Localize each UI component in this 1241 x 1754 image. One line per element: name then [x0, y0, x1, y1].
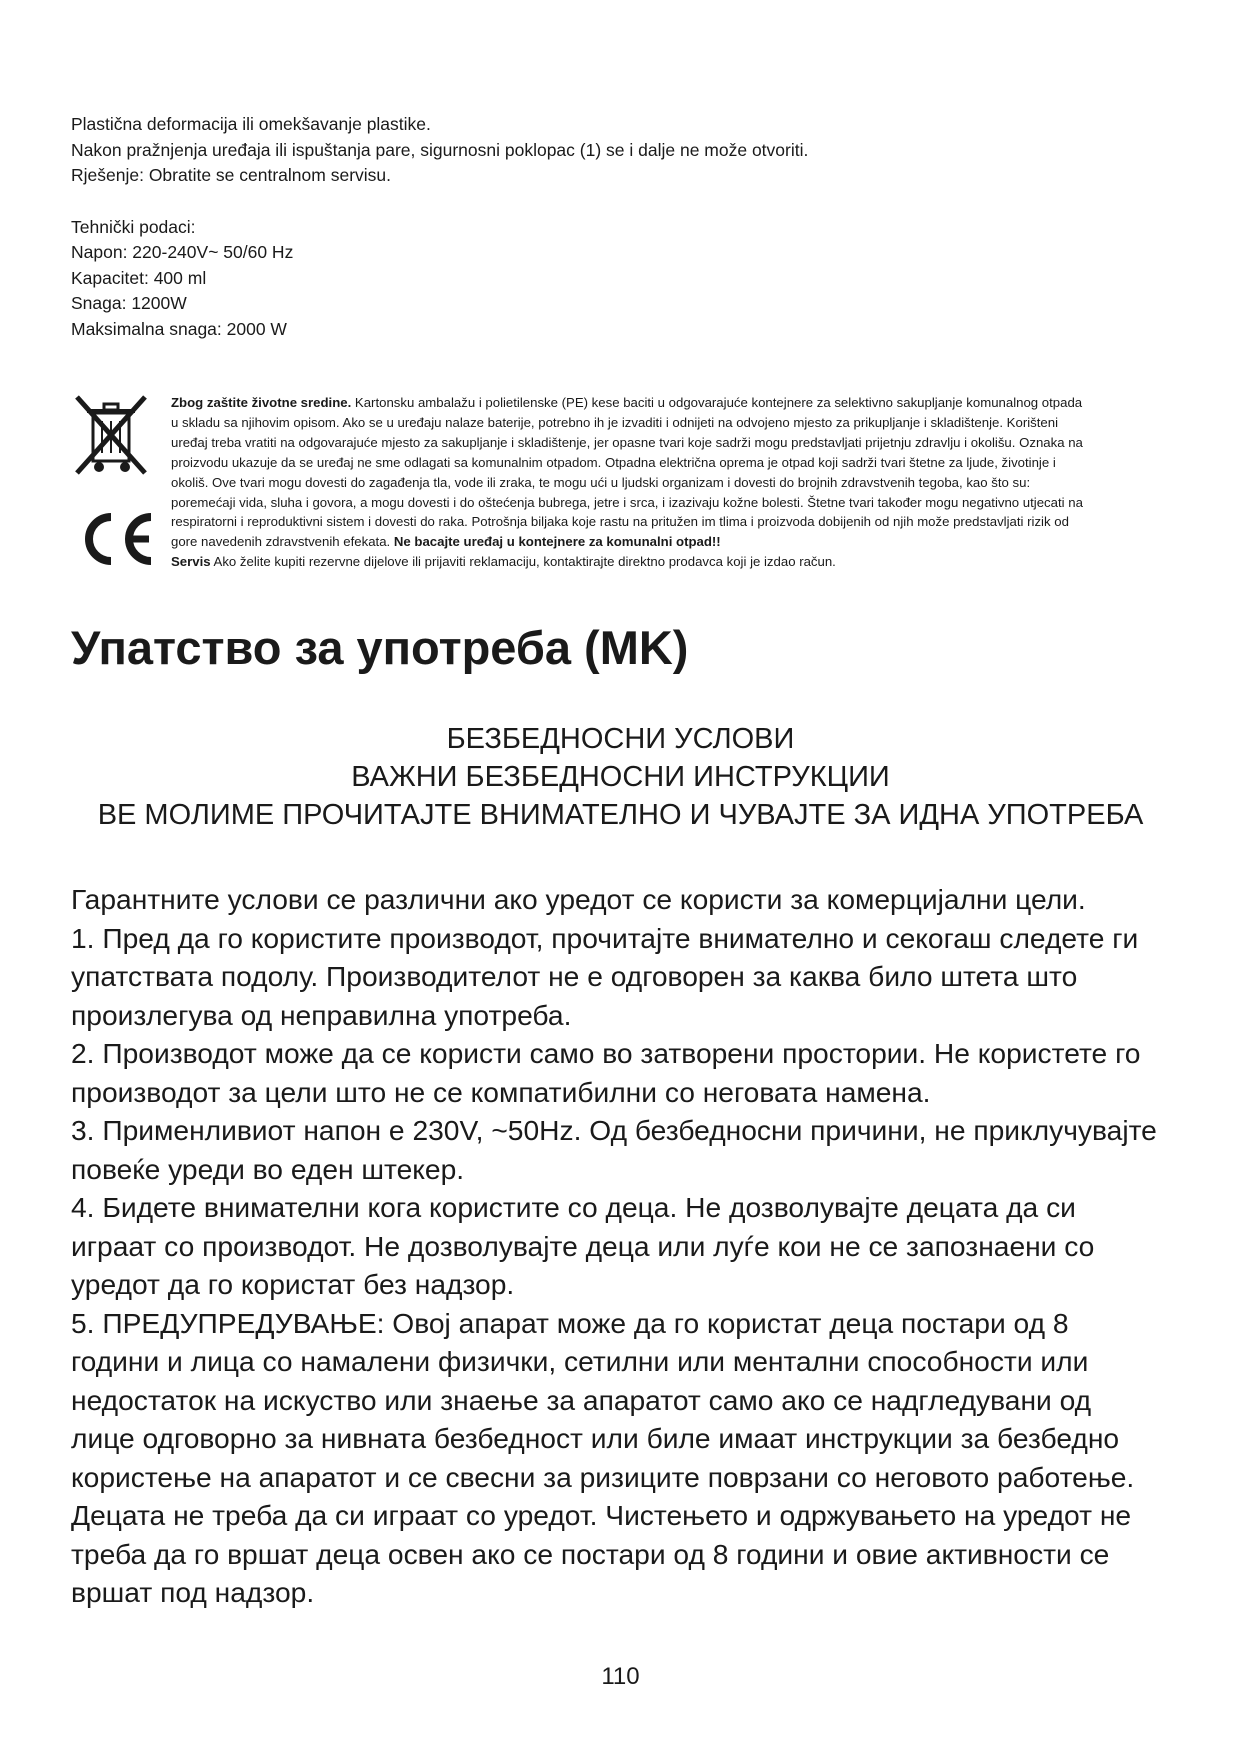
tech-specs-heading: Tehnički podaci:	[71, 216, 196, 237]
section-title: Упатство за употреба (MK)	[71, 621, 689, 674]
body-line: произлегува од неправилна употреба.	[71, 998, 572, 1031]
body-line: 3. Применливиот напон е 230V, ~50Hz. Од безбедносни причини, не приклучувајте	[71, 1114, 1157, 1146]
environment-line: Zbog zaštite životne sredine. Kartonsku ambalažu i polietilenske (PE) kese baciti u odgovarajuće kontejnere za selektivno sakupljanje komunalnog otpada	[171, 395, 1083, 410]
environment-line: gore navedenih zdravstvenih efekata. Ne bacajte uređaj u kontejnere za komunalni otpad!!	[171, 534, 721, 550]
environment-line: proizvodu ukazuje da se uređaj ne sme odlagati sa komunalnim otpadom. Otpadna električna oprema je otpad koji sadrži tvari štetne za ljude, životinje i	[171, 454, 1056, 470]
body-line: лице одговорно за нивната безбедност или биле имаат инструкции за безбедно	[71, 1422, 1120, 1454]
environment-line: okoliš. Ove tvari mogu dovesti do zagađenja tla, vode ili zraka, te mogu ući u ljudski organizam i dovesti do brojnih zdravstvenih tegoba, kao što su:	[171, 474, 1031, 490]
instructions-body	[71, 880, 1181, 1612]
body-line: упатствата подолу. Производителот не е одговорен за каква било штета што	[71, 960, 1078, 992]
crossed-bin-icon	[71, 391, 151, 481]
safety-heading: БЕЗБЕДНОСНИ УСЛОВИ	[446, 723, 795, 755]
tech-spec-line: Snaga: 1200W	[71, 293, 187, 313]
body-line: играат со производот. Не дозволувајте деца или луѓе кои не се запознаени со	[71, 1229, 1095, 1262]
body-line: 4. Бидете внимателни кога користите со деца. Не дозволувајте децата да си	[71, 1191, 1076, 1223]
service-line: Servis Ako želite kupiti rezervne dijelove ili prijaviti reklamaciju, kontaktirajte direktno prodavca koji je izdao račun.	[171, 554, 836, 570]
troubleshooting-line: Rješenje: Obratite se centralnom servisu.	[71, 165, 391, 185]
troubleshooting-and-specs	[71, 112, 1171, 342]
disposal-warning: Ne bacajte uređaj u kontejnere za komunalni otpad!!	[393, 534, 721, 550]
tech-spec-line: Maksimalna snaga: 2000 W	[71, 318, 287, 339]
body-line: Гарантните услови се различни ако уредот се користи за комерцијални цели.	[71, 883, 1086, 915]
body-line: 1. Пред да го користите производот, прочитајте внимателно и секогаш следете ги	[71, 921, 1139, 954]
service-label: Servis	[171, 554, 211, 570]
body-line: повеќе уреди во еден штекер.	[71, 1152, 465, 1185]
tech-spec-line: Napon: 220-240V~ 50/60 Hz	[71, 242, 294, 262]
body-line: 2. Производот може да се користи само во затворени простории. Не користете го	[71, 1037, 1141, 1069]
body-line: Децата не треба да си играат со уредот. Чистењето и одржувањето на уредот не	[71, 1499, 1132, 1531]
environment-line: poremećaji vida, sluha i govora, a mogu dovesti i do oštećenja bubrega, jetre i srca, i izazivaju kožne bolesti. Štetne tvari također mogu negativno utjecati na	[171, 494, 1083, 510]
environment-lead: Zbog zaštite životne sredine.	[171, 395, 352, 410]
troubleshooting-line: Plastična deformacija ili omekšavanje plastike.	[71, 114, 431, 134]
safety-heading: ВАЖНИ БЕЗБЕДНОСНИ ИНСТРУКЦИИ	[351, 761, 890, 793]
body-line: користење на апаратот и се свесни за ризиците поврзани со неговото работење.	[71, 1460, 1135, 1493]
body-line: 5. ПРЕДУПРЕДУВАЊЕ: Овој апарат може да го користат деца постари од 8	[71, 1306, 1069, 1339]
safety-headings	[0, 720, 1241, 834]
environment-line: respiratorni i reproduktivni sistem i dovesti do raka. Potrošnja biljaka koje rastu na pritužen im tlima i proizvoda dobijenih od njih može predstavljati rizik od	[171, 514, 1069, 530]
body-line: производот за цели што не се компатибилни со неговата намена.	[71, 1075, 931, 1108]
body-line: недостаток на искуство или знаење за апаратот само ако се надгледувани од	[71, 1383, 1092, 1416]
environment-line: uređaj treba vratiti na odgovarajuće mjesto za sakupljanje i skladištenje, jer opasne tvari koje sadrži mogu predstavljati prijetnju zdravlju i okolišu. Oznaka na	[171, 434, 1083, 450]
ce-mark-icon	[77, 509, 157, 569]
tech-spec-line: Kapacitet: 400 ml	[71, 267, 207, 288]
environment-line: u skladu sa njihovim opisom. Ako se u uređaju nalaze baterije, potrebno ih je izvaditi i odnijeti na odvojeno mjesto za prikupljanje i skladištenje. Korišteni	[171, 414, 1058, 430]
troubleshooting-line: Nakon pražnjenja uređaja ili ispuštanja pare, sigurnosni poklopac (1) se i dalje ne može otvoriti.	[71, 139, 809, 160]
safety-heading: ВЕ МОЛИМЕ ПРОЧИТАЈТЕ ВНИМАТЕЛНО И ЧУВАЈТЕ ЗА ИДНА УПОТРЕБА	[97, 799, 1144, 831]
body-line: вршат под надзор.	[71, 1576, 315, 1608]
page-number: 110	[601, 1663, 640, 1690]
environment-text	[171, 393, 1171, 572]
body-line: треба да го вршат деца освен ако се постари од 8 години и овие активности се	[71, 1537, 1110, 1570]
body-line: години и лица со намалени физички, сетилни или ментални способности или	[71, 1345, 1089, 1377]
body-line: уредот да го користат без надзор.	[71, 1268, 515, 1300]
environment-notice	[71, 391, 1161, 581]
